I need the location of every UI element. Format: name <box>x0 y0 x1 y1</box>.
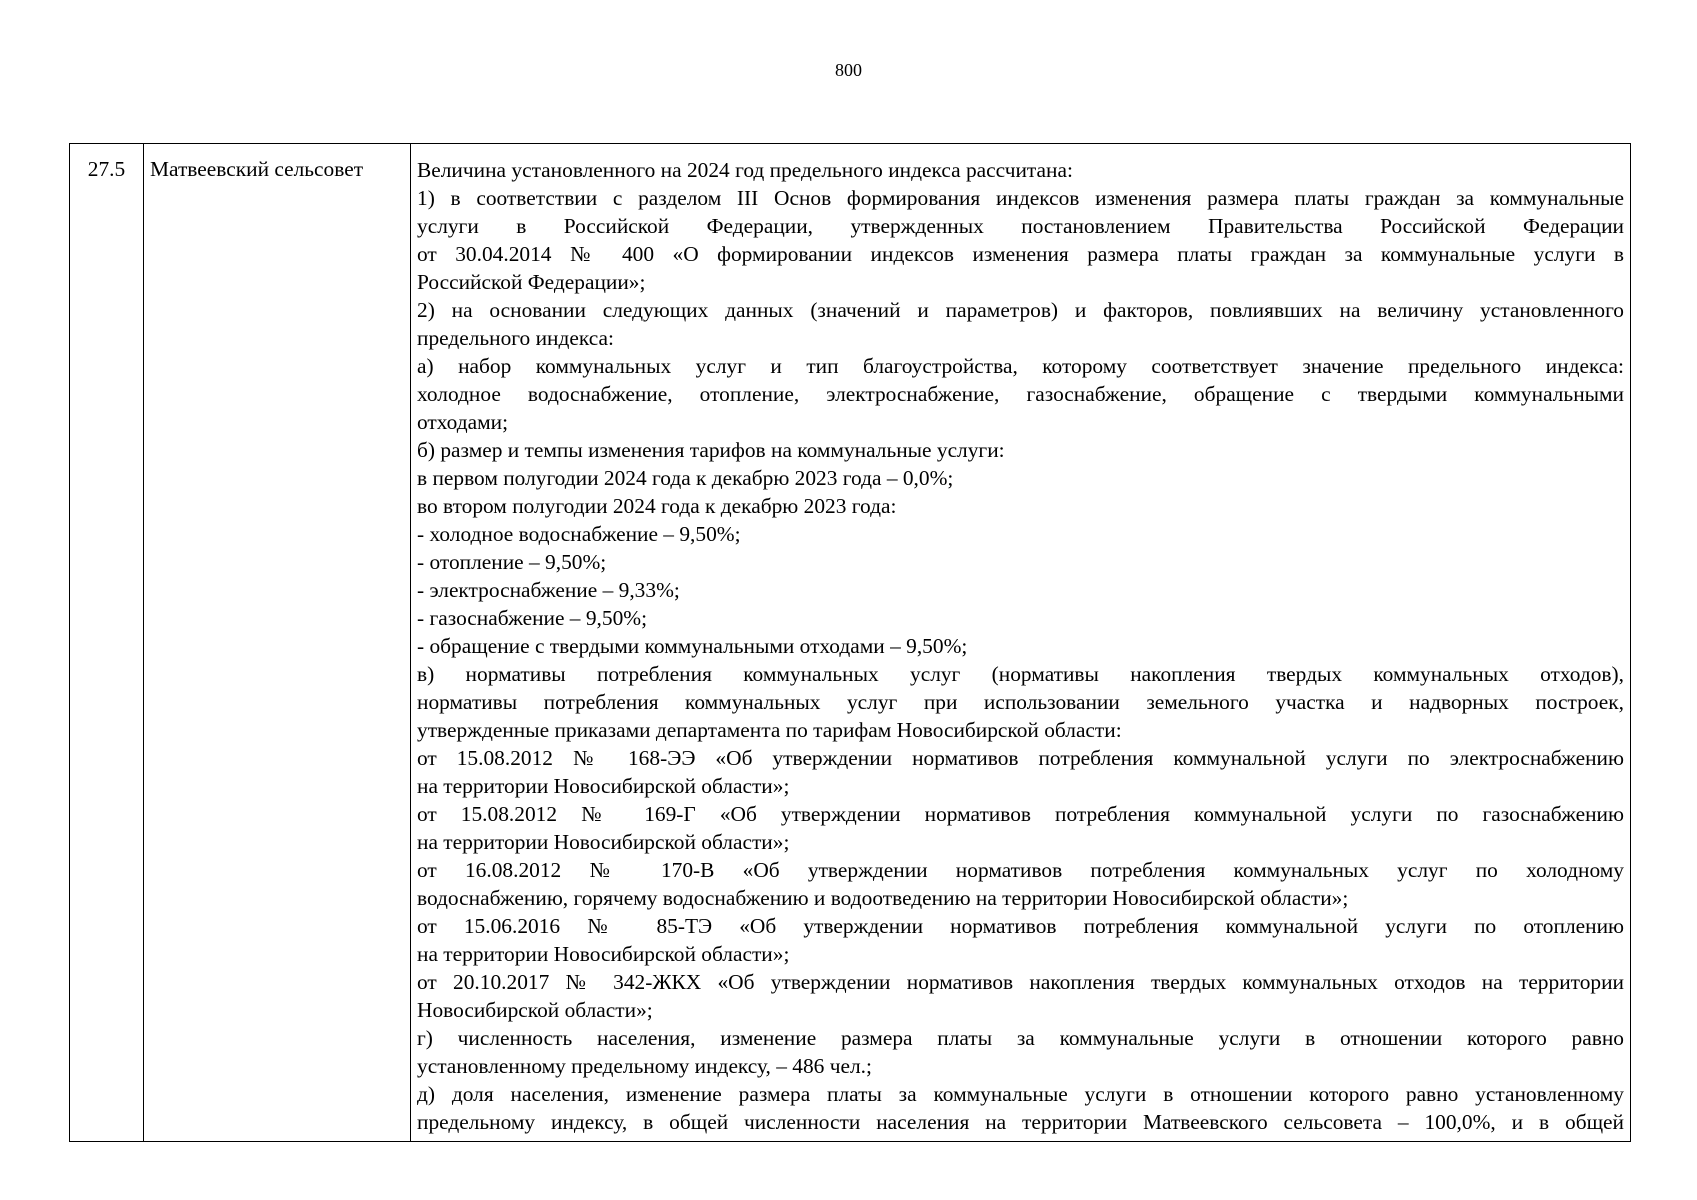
text-line: б) размер и темпы изменения тарифов на коммунальные услуги: <box>417 438 1005 462</box>
text-line: - газоснабжение – 9,50%; <box>417 606 648 630</box>
municipality-name: Матвеевский сельсовет <box>144 144 411 1142</box>
text-line: от 16.08.2012 № 170-В «Об утверждении нормативов потребления коммунальных услуг по холодному <box>417 858 1624 882</box>
text-line: отходами; <box>417 410 509 434</box>
page-number: 800 <box>835 60 862 80</box>
text-line: - холодное водоснабжение – 9,50%; <box>417 522 741 546</box>
text-line: в первом полугодии 2024 года к декабрю 2023 года – 0,0%; <box>417 466 954 490</box>
text-line: от 20.10.2017 № 342-ЖКХ «Об утверждении нормативов накопления твердых коммунальных отходов на территории <box>417 970 1624 994</box>
text-line: Величина установленного на 2024 год предельного индекса рассчитана: <box>417 158 1073 182</box>
text-line: Российской Федерации»; <box>417 270 646 294</box>
document-table <box>69 143 1631 1142</box>
text-line: нормативы потребления коммунальных услуг при использовании земельного участка и надворных построек, <box>417 690 1624 714</box>
text-line: д) доля населения, изменение размера платы за коммунальные услуги в отношении которого равно установленному <box>417 1082 1624 1106</box>
text-line: в) нормативы потребления коммунальных услуг (нормативы накопления твердых коммунальных отходов), <box>417 662 1624 686</box>
text-line: - отопление – 9,50%; <box>417 550 607 574</box>
text-line: 1) в соответствии с разделом III Основ формирования индексов изменения размера платы граждан за коммунальные <box>417 186 1624 210</box>
text-line: от 15.08.2012 № 168-ЭЭ «Об утверждении нормативов потребления коммунальной услуги по электроснабжению <box>417 746 1624 770</box>
text-line: от 30.04.2014 № 400 «О формировании индексов изменения размера платы граждан за коммунальные услуги в <box>417 242 1624 266</box>
text-line: 2) на основании следующих данных (значений и параметров) и факторов, повлиявших на величину установленного <box>417 298 1624 322</box>
text-line: - обращение с твердыми коммунальными отходами – 9,50%; <box>417 634 968 658</box>
text-line: предельного индекса: <box>417 326 614 350</box>
text-line: предельному индексу, в общей численности населения на территории Матвеевского сельсовета – 100,0%, и в общей <box>417 1110 1624 1134</box>
table-row <box>70 144 1631 1142</box>
text-line: на территории Новосибирской области»; <box>417 942 790 966</box>
text-line: холодное водоснабжение, отопление, электроснабжение, газоснабжение, обращение с твердыми коммунальными <box>417 382 1624 406</box>
text-line: на территории Новосибирской области»; <box>417 830 790 854</box>
text-line: услуги в Российской Федерации, утвержденных постановлением Правительства Российской Федерации <box>417 214 1624 238</box>
justification-text <box>411 144 1631 1142</box>
text-line: от 15.08.2012 № 169-Г «Об утверждении нормативов потребления коммунальной услуги по газоснабжению <box>417 802 1624 826</box>
text-line: от 15.06.2016 № 85-ТЭ «Об утверждении нормативов потребления коммунальной услуги по отоплению <box>417 914 1624 938</box>
text-line: установленному предельному индексу, – 486 чел.; <box>417 1054 872 1078</box>
text-line: во втором полугодии 2024 года к декабрю 2023 года: <box>417 494 897 518</box>
text-line: водоснабжению, горячему водоснабжению и водоотведению на территории Новосибирской области»; <box>417 886 1349 910</box>
row-number: 27.5 <box>70 144 144 1142</box>
text-line: а) набор коммунальных услуг и тип благоустройства, которому соответствует значение предельного индекса: <box>417 354 1624 378</box>
text-line: утвержденные приказами департамента по тарифам Новосибирской области: <box>417 718 1122 742</box>
text-lines <box>417 156 1624 1136</box>
text-line: г) численность населения, изменение размера платы за коммунальные услуги в отношении которого равно <box>417 1026 1624 1050</box>
text-line: на территории Новосибирской области»; <box>417 774 790 798</box>
text-line: - электроснабжение – 9,33%; <box>417 578 680 602</box>
text-line: Новосибирской области»; <box>417 998 653 1022</box>
